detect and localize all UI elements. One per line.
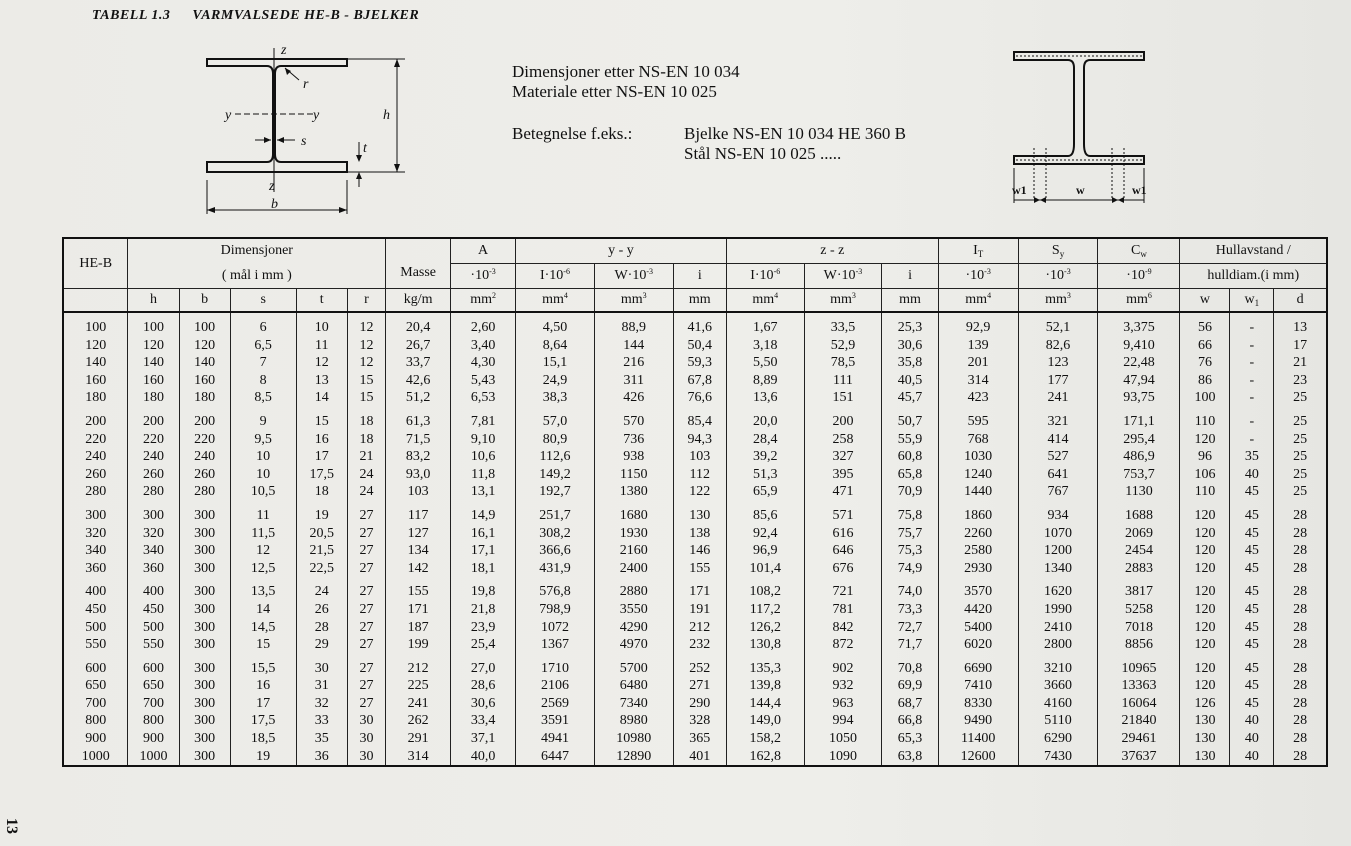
cell-t: 24 26 28 29 (296, 577, 347, 653)
col-it-unit: $mm^4$ (938, 289, 1018, 313)
cell-iz-radius: 50,7 55,9 60,8 65,8 70,9 (882, 407, 938, 501)
col-heb: HE-B (63, 238, 128, 289)
cell-heb: 300 320 340 360 (63, 501, 128, 577)
cell-sy: 1620 1990 2410 2800 (1018, 577, 1098, 653)
cell-w1: 45 45 45 45 (1230, 501, 1274, 577)
cell-t: 10 11 12 13 14 (296, 312, 347, 407)
col-iy-unit: $mm^4$ (516, 289, 595, 313)
cell-wz: 33,5 52,9 78,5 111 151 (804, 312, 882, 407)
hole-spacing-diagram (1010, 48, 1170, 213)
col-wz-scale: $W\cdot 10^{-3}$ (804, 264, 882, 289)
cell-h: 100 120 140 160 180 (128, 312, 179, 407)
col-cw: $C_w$ (1098, 238, 1180, 264)
cell-heb: 400 450 500 550 (63, 577, 128, 653)
cell-iy-radius: 85,4 94,3 103 112 122 (673, 407, 726, 501)
label-b: b (271, 197, 278, 212)
cell-wy: 1680 1930 2160 2400 (594, 501, 673, 577)
cell-sy: 3210 3660 4160 5110 6290 7430 (1018, 654, 1098, 767)
cell-masse: 212 225 241 262 291 314 (386, 654, 451, 767)
cell-w: 110 120 96 106 110 (1180, 407, 1230, 501)
table-row-group-1 (63, 312, 1327, 407)
col-s: s (230, 289, 296, 313)
cell-cw: 10965 13363 16064 21840 29461 37637 (1098, 654, 1180, 767)
col-iy-scale: $I\cdot 10^{-6}$ (516, 264, 595, 289)
cell-sy: 321 414 527 641 767 (1018, 407, 1098, 501)
cell-wy: 570 736 938 1150 1380 (594, 407, 673, 501)
cell-iz-radius: 70,8 69,9 68,7 66,8 65,3 63,8 (882, 654, 938, 767)
col-zz: z - z (726, 238, 938, 264)
page-number: 13 (3, 818, 20, 834)
col-area-scale: $\cdot 10^{-3}$ (451, 264, 516, 289)
cell-r: 18 18 21 24 24 (347, 407, 385, 501)
col-iz-unit: $mm^4$ (726, 289, 804, 313)
col-yy: y - y (516, 238, 727, 264)
info-designation-label: Betegnelse f.eks.: (512, 124, 633, 143)
col-iz-scale: $I\cdot 10^{-6}$ (726, 264, 804, 289)
cell-wz: 721 781 842 872 (804, 577, 882, 653)
label-r: r (303, 77, 309, 92)
col-sy: $S_y$ (1018, 238, 1098, 264)
cell-s: 15,5 16 17 17,5 18,5 19 (230, 654, 296, 767)
cell-cw: 3,375 9,410 22,48 47,94 93,75 (1098, 312, 1180, 407)
cell-r: 12 12 12 15 15 (347, 312, 385, 407)
cell-h: 600 650 700 800 900 1000 (128, 654, 179, 767)
cell-it: 92,9 139 201 314 423 (938, 312, 1018, 407)
table-title (92, 8, 437, 24)
cell-h: 200 220 240 260 280 (128, 407, 179, 501)
cell-masse: 61,3 71,5 83,2 93,0 103 (386, 407, 451, 501)
cell-t: 30 31 32 33 35 36 (296, 654, 347, 767)
col-d: d (1274, 289, 1327, 313)
col-iy-radius: i (673, 264, 726, 289)
label-h: h (383, 108, 390, 123)
info-dimensions: Dimensjoner etter NS-EN 10 034 (512, 62, 740, 81)
cell-w: 120 120 120 120 (1180, 501, 1230, 577)
cell-iy-radius: 41,6 50,4 59,3 67,8 76,6 (673, 312, 726, 407)
cell-wz: 571 616 646 676 (804, 501, 882, 577)
cell-it: 3570 4420 5400 6020 (938, 577, 1018, 653)
cell-cw: 171,1 295,4 486,9 753,7 1130 (1098, 407, 1180, 501)
cell-area: 27,0 28,6 30,6 33,4 37,1 40,0 (451, 654, 516, 767)
col-cw-unit: $mm^6$ (1098, 289, 1180, 313)
cell-d: 28 28 28 28 28 28 (1274, 654, 1327, 767)
col-sy-unit: $mm^3$ (1018, 289, 1098, 313)
cell-iy: 251,7 308,2 366,6 431,9 (516, 501, 595, 577)
cell-w1: - - 35 40 45 (1230, 407, 1274, 501)
cell-r: 27 27 27 27 (347, 577, 385, 653)
cell-r: 27 27 27 27 (347, 501, 385, 577)
info-material: Materiale etter NS-EN 10 025 (512, 82, 717, 101)
cell-iz: 135,3 139,8 144,4 149,0 158,2 162,8 (726, 654, 804, 767)
cell-iy-radius: 171 191 212 232 (673, 577, 726, 653)
standard-info (512, 62, 906, 164)
col-t: t (296, 289, 347, 313)
header-row-2 (63, 264, 1327, 289)
cell-wy: 88,9 144 216 311 426 (594, 312, 673, 407)
cell-cw: 1688 2069 2454 2883 (1098, 501, 1180, 577)
col-it: $I_T$ (938, 238, 1018, 264)
cell-b: 300 300 300 300 300 300 (179, 654, 230, 767)
label-w1-right: w1 (1132, 183, 1147, 197)
cell-wy: 2880 3550 4290 4970 (594, 577, 673, 653)
col-iz-radius: i (882, 264, 938, 289)
cell-iy: 57,0 80,9 112,6 149,2 192,7 (516, 407, 595, 501)
cell-area: 7,81 9,10 10,6 11,8 13,1 (451, 407, 516, 501)
cell-iy: 1710 2106 2569 3591 4941 6447 (516, 654, 595, 767)
cell-iz-radius: 75,8 75,7 75,3 74,9 (882, 501, 938, 577)
cell-iz-radius: 74,0 73,3 72,7 71,7 (882, 577, 938, 653)
col-b: b (179, 289, 230, 313)
cell-iy-radius: 130 138 146 155 (673, 501, 726, 577)
cell-sy: 934 1070 1200 1340 (1018, 501, 1098, 577)
col-hullavstand: Hullavstand / (1180, 238, 1327, 264)
header-row-1 (63, 238, 1327, 264)
cell-masse: 20,4 26,7 33,7 42,6 51,2 (386, 312, 451, 407)
col-iz-radius-unit: mm (882, 289, 938, 313)
col-dimensjoner: Dimensjoner (128, 238, 386, 264)
col-heb-blank (63, 289, 128, 313)
col-hulldiam: hulldiam.(i mm) (1180, 264, 1327, 289)
cell-wy: 5700 6480 7340 8980 10980 12890 (594, 654, 673, 767)
cell-iz: 20,0 28,4 39,2 51,3 65,9 (726, 407, 804, 501)
label-w1-left: w1 (1012, 183, 1027, 197)
cell-heb: 200 220 240 260 280 (63, 407, 128, 501)
cell-b: 300 300 300 300 (179, 577, 230, 653)
cell-area: 14,9 16,1 17,1 18,1 (451, 501, 516, 577)
cell-iy: 4,50 8,64 15,1 24,9 38,3 (516, 312, 595, 407)
cell-b: 300 300 300 300 (179, 501, 230, 577)
cell-heb: 600 650 700 800 900 1000 (63, 654, 128, 767)
cell-b: 100 120 140 160 180 (179, 312, 230, 407)
col-w: w (1180, 289, 1230, 313)
cell-d: 28 28 28 28 (1274, 577, 1327, 653)
cell-heb: 100 120 140 160 180 (63, 312, 128, 407)
cell-d: 28 28 28 28 (1274, 501, 1327, 577)
cell-s: 6 6,5 7 8 8,5 (230, 312, 296, 407)
col-wy-scale: $W\cdot 10^{-3}$ (594, 264, 673, 289)
col-r: r (347, 289, 385, 313)
cell-w: 120 120 120 120 (1180, 577, 1230, 653)
label-z-bottom: z (269, 179, 275, 194)
label-z-top: z (281, 43, 287, 58)
cell-s: 13,5 14 14,5 15 (230, 577, 296, 653)
cell-t: 15 16 17 17,5 18 (296, 407, 347, 501)
col-masse-unit: kg/m (386, 289, 451, 313)
table-row-group-5 (63, 654, 1327, 767)
col-masse: Masse (386, 238, 451, 289)
cell-iz: 1,67 3,18 5,50 8,89 13,6 (726, 312, 804, 407)
cell-iy-radius: 252 271 290 328 365 401 (673, 654, 726, 767)
cell-s: 9 9,5 10 10 10,5 (230, 407, 296, 501)
cell-cw: 3817 5258 7018 8856 (1098, 577, 1180, 653)
cell-it: 595 768 1030 1240 1440 (938, 407, 1018, 501)
cell-s: 11 11,5 12 12,5 (230, 501, 296, 577)
cell-h: 400 450 500 550 (128, 577, 179, 653)
info-example-beam: Bjelke NS-EN 10 034 HE 360 B (684, 124, 906, 143)
col-wz-unit: $mm^3$ (804, 289, 882, 313)
table-number: TABELL 1.3 (92, 8, 171, 23)
cell-it: 6690 7410 8330 9490 11400 12600 (938, 654, 1018, 767)
col-h: h (128, 289, 179, 313)
cell-wz: 902 932 963 994 1050 1090 (804, 654, 882, 767)
label-y-left: y (225, 108, 232, 123)
table-row-group-3 (63, 501, 1327, 577)
label-w: w (1076, 183, 1085, 197)
col-area: A (451, 238, 516, 264)
cell-it: 1860 2260 2580 2930 (938, 501, 1018, 577)
cell-w1: 45 45 45 40 40 40 (1230, 654, 1274, 767)
col-dim-unit: ( mål i mm ) (128, 264, 386, 289)
cell-area: 19,8 21,8 23,9 25,4 (451, 577, 516, 653)
table-heading: VARMVALSEDE HE-B - BJELKER (192, 8, 420, 23)
col-area-unit: $mm^2$ (451, 289, 516, 313)
cell-r: 27 27 27 30 30 30 (347, 654, 385, 767)
header-row-3 (63, 289, 1327, 313)
col-sy-scale: $\cdot 10^{-3}$ (1018, 264, 1098, 289)
cell-iz: 85,6 92,4 96,9 101,4 (726, 501, 804, 577)
table-row-group-2 (63, 407, 1327, 501)
cell-b: 200 220 240 260 280 (179, 407, 230, 501)
cell-d: 25 25 25 25 25 (1274, 407, 1327, 501)
cell-h: 300 320 340 360 (128, 501, 179, 577)
label-y-right: y (313, 108, 320, 123)
info-example-steel: Stål NS-EN 10 025 ..... (684, 144, 842, 163)
cell-w: 120 120 126 130 130 130 (1180, 654, 1230, 767)
table-row-group-4 (63, 577, 1327, 653)
beam-cross-section-diagram (195, 42, 425, 222)
heb-beam-table (62, 237, 1328, 767)
cell-masse: 155 171 187 199 (386, 577, 451, 653)
cell-w1: - - - - - (1230, 312, 1274, 407)
cell-area: 2,60 3,40 4,30 5,43 6,53 (451, 312, 516, 407)
col-wy-unit: $mm^3$ (594, 289, 673, 313)
cell-w: 56 66 76 86 100 (1180, 312, 1230, 407)
cell-t: 19 20,5 21,5 22,5 (296, 501, 347, 577)
label-t: t (363, 141, 367, 156)
col-cw-scale: $\cdot 10^{-9}$ (1098, 264, 1180, 289)
col-iy-radius-unit: mm (673, 289, 726, 313)
cell-sy: 52,1 82,6 123 177 241 (1018, 312, 1098, 407)
label-s: s (301, 134, 307, 149)
cell-iz-radius: 25,3 30,6 35,8 40,5 45,7 (882, 312, 938, 407)
cell-iy: 576,8 798,9 1072 1367 (516, 577, 595, 653)
cell-masse: 117 127 134 142 (386, 501, 451, 577)
cell-w1: 45 45 45 45 (1230, 577, 1274, 653)
cell-wz: 200 258 327 395 471 (804, 407, 882, 501)
cell-d: 13 17 21 23 25 (1274, 312, 1327, 407)
col-it-scale: $\cdot 10^{-3}$ (938, 264, 1018, 289)
cell-iz: 108,2 117,2 126,2 130,8 (726, 577, 804, 653)
col-w1: $w_1$ (1230, 289, 1274, 313)
